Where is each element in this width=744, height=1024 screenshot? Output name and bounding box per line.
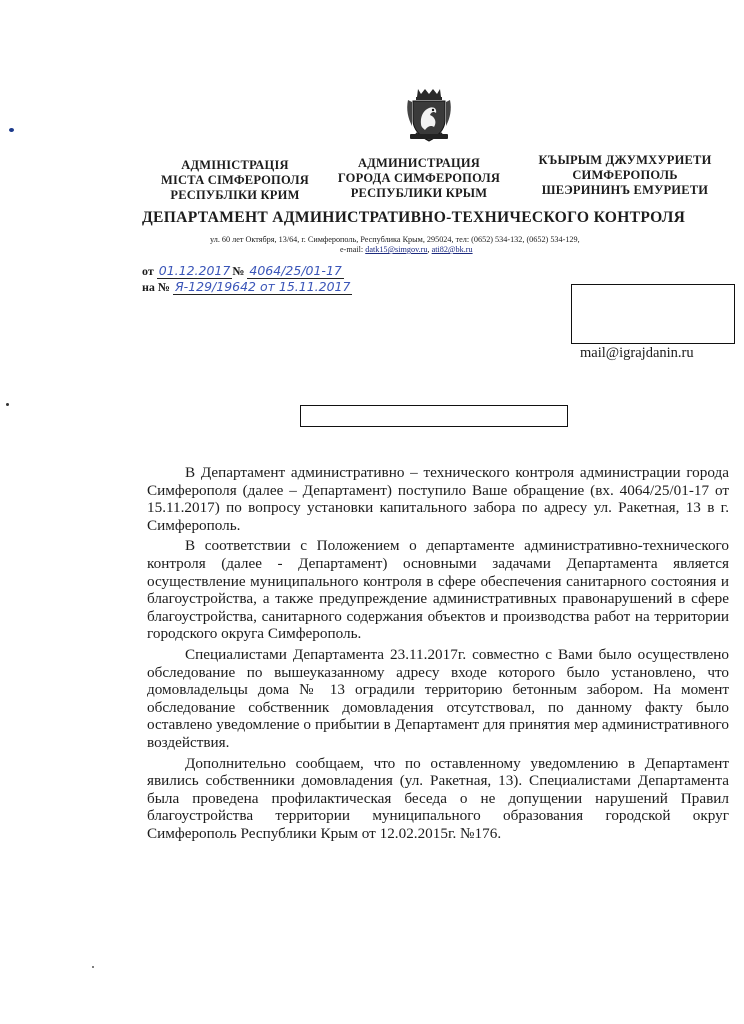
org-ua-line-3: РЕСПУБЛІКИ КРИМ [170,188,300,202]
org-crh-line-3: ШЕЭРИНИНЪ ЕМУРИЕТИ [541,183,709,197]
to-label: на № [142,280,170,294]
email-prefix: e-mail: [340,245,366,254]
outgoing-number: 4064/25/01-17 [249,263,342,278]
redacted-recipient-block [571,284,735,344]
department-title: ДЕПАРТАМЕНТ АДМИНИСТРАТИВНО-ТЕХНИЧЕСКОГО КОНТРОЛЯ [142,209,686,226]
scan-speck [6,403,9,406]
incoming-number: Я-129/19642 от 15.11.2017 [174,279,351,294]
crimea-coat-of-arms-icon [404,86,454,144]
body-paragraph: В соответствии с Положением о департаменте административно-технического контроля (далее - Департамент) основными задачами Департамента является осуществление муниципального контроля в сфере обеспечения санитарного состояния и благоустройства, а также предупреждение административных правонарушений в сфере благоустройства, санитарного содержания объектов и производства работ на территории городского округа Симферополь. [147,537,729,643]
recipient-email: mail@igrajdanin.ru [580,345,694,361]
email-separator: , [427,245,432,254]
number-label: № [232,264,245,278]
from-label: от [142,264,154,278]
org-name-crimean-tatar [530,153,720,198]
body-paragraph: Дополнительно сообщаем, что по оставленному уведомлению в Департамент явились собственники домовладения (ул. Ракетная, 13). Специалистами Департамента была проведена профилактическая беседа о не допущении нарушений Правил благоустройства территории муниципального образования городской округ Симферополь Республики Крым от 12.02.2015г. №176. [147,754,729,842]
outgoing-reference [142,263,344,279]
incoming-reference [142,279,352,295]
scan-speck [92,966,94,968]
org-ru-line-2: ГОРОДА СИМФЕРОПОЛЯ [337,171,501,185]
org-name-ukrainian [150,158,320,203]
redacted-salutation-block [300,405,568,427]
department-email-link-2[interactable]: ati82@bk.ru [431,245,473,254]
org-crh-line-1: КЪЫРЫМ ДЖУМХУРИЕТИ [538,153,712,167]
department-email-line [340,245,473,254]
org-ru-line-3: РЕСПУБЛИКИ КРЫМ [350,186,488,200]
org-ru-line-1: АДМИНИСТРАЦИЯ [357,156,481,170]
org-ua-line-2: МІСТА СІМФЕРОПОЛЯ [160,173,309,187]
org-ua-line-1: АДМІНІСТРАЦІЯ [181,158,289,172]
outgoing-date: 01.12.2017 [158,263,231,278]
department-email-link-1[interactable]: datk15@simgov.ru [365,245,428,254]
body-paragraph: Специалистами Департамента 23.11.2017г. совместно с Вами было осуществлено обследование по вышеуказанному адресу входе которого было установлено, что домовладельцы дома № 13 оградили территорию бетонным забором. На момент обследование собственник домовладения отсутствовал, по данному факту было оставлено уведомление о прибытии в Департамент для принятия мер административного воздействия. [147,645,729,751]
scan-speck [9,128,14,132]
org-name-russian [330,156,508,201]
department-address: ул. 60 лет Октября, 13/64, г. Симферополь, Республика Крым, 295024, тел: (0652) 534-132, (0652) 534-129, [210,235,580,244]
letter-body [147,464,729,842]
body-paragraph: В Департамент административно – технического контроля администрации города Симферополя (далее – Департамент) поступило Ваше обращение (вх. 4064/25/01-17 от 15.11.2017) по вопросу установки капитального забора по адресу ул. Ракетная, 13 в г. Симферополь. [147,464,729,534]
org-crh-line-2: СИМФЕРОПОЛЬ [572,168,678,182]
